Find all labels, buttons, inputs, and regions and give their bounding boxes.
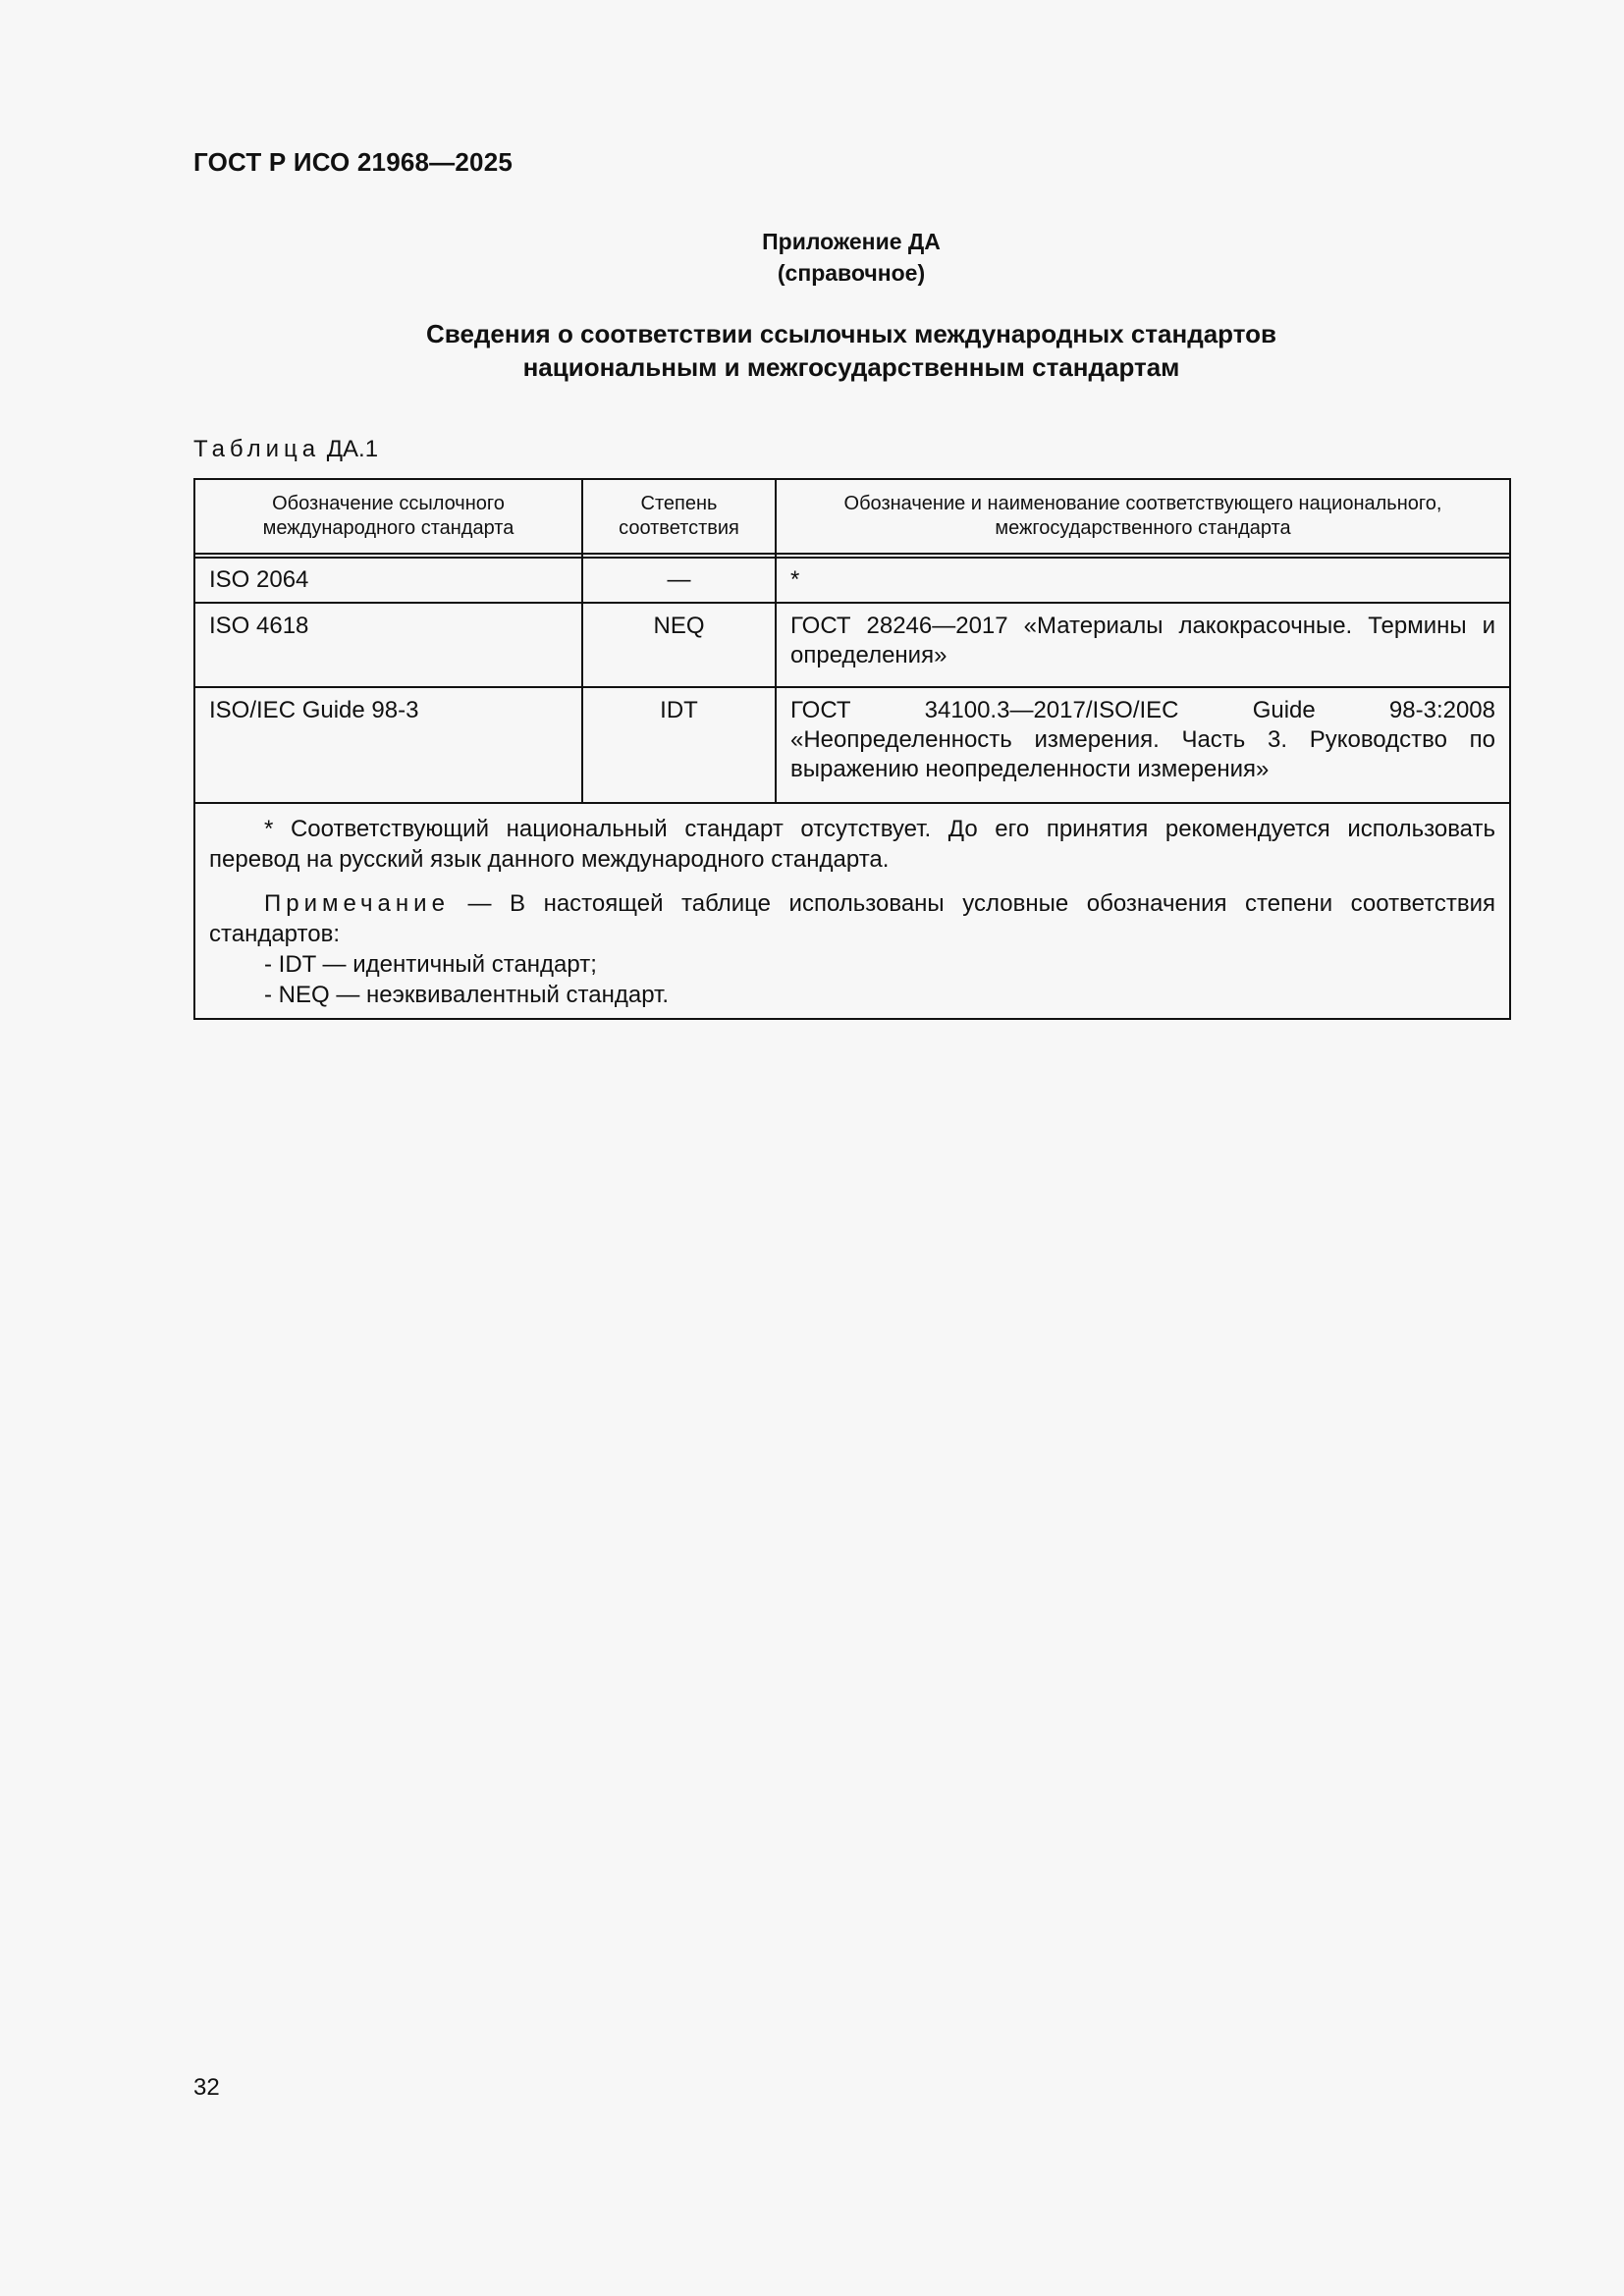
document-code: ГОСТ Р ИСО 21968—2025: [193, 147, 514, 177]
table-row: [194, 603, 1510, 687]
table-notes: [194, 803, 1510, 1019]
annex-heading: [193, 226, 1509, 289]
table-header-row: [194, 479, 1510, 554]
table-row: [194, 558, 1510, 603]
section-title: [193, 317, 1509, 384]
page-number: 32: [193, 2074, 220, 2101]
cell-standard: ISO/IEC Guide 98-3: [194, 687, 582, 803]
column-header-standard: Обозначение ссылочного международного стандарта: [194, 479, 582, 554]
correspondence-table: [193, 478, 1511, 1020]
cell-national: ГОСТ 34100.3—2017/ISO/IEC Guide 98-3:2008 «Неопределенность измерения. Часть 3. Руководство по выражению неопределенности измерения»: [776, 687, 1510, 803]
section-title-line-2: национальным и межгосударственным стандартам: [522, 352, 1180, 382]
cell-degree: —: [582, 558, 776, 603]
note-item-idt: - IDT — идентичный стандарт;: [264, 951, 597, 978]
cell-standard: ISO 2064: [194, 558, 582, 603]
table-caption: [193, 436, 378, 463]
cell-degree: NEQ: [582, 603, 776, 687]
note-text: — В настоящей таблице использованы условные обозначения степени соответствия стандартов:: [209, 890, 1495, 947]
cell-standard: ISO 4618: [194, 603, 582, 687]
note-label: Примечание: [264, 890, 450, 917]
section-title-line-1: Сведения о соответствии ссылочных международных стандартов: [426, 319, 1276, 348]
column-header-degree: Степень соответствия: [582, 479, 776, 554]
annex-title: Приложение ДА: [762, 229, 941, 254]
column-header-national: Обозначение и наименование соответствующего национального, межгосударственного стандарта: [776, 479, 1510, 554]
table-caption-prefix: Таблица: [193, 436, 321, 462]
table-notes-row: [194, 803, 1510, 1019]
table-caption-number: ДА.1: [326, 436, 379, 462]
cell-national: ГОСТ 28246—2017 «Материалы лакокрасочные. Термины и определения»: [776, 603, 1510, 687]
note-item-neq: - NEQ — неэквивалентный стандарт.: [264, 982, 670, 1008]
cell-degree: IDT: [582, 687, 776, 803]
cell-national: *: [776, 558, 1510, 603]
table-footnote: * Соответствующий национальный стандарт отсутствует. До его принятия рекомендуется использовать перевод на русский язык данного международного стандарта.: [209, 816, 1495, 873]
table-note: [209, 888, 1495, 949]
table-row: [194, 687, 1510, 803]
annex-subtitle: (справочное): [777, 260, 926, 286]
